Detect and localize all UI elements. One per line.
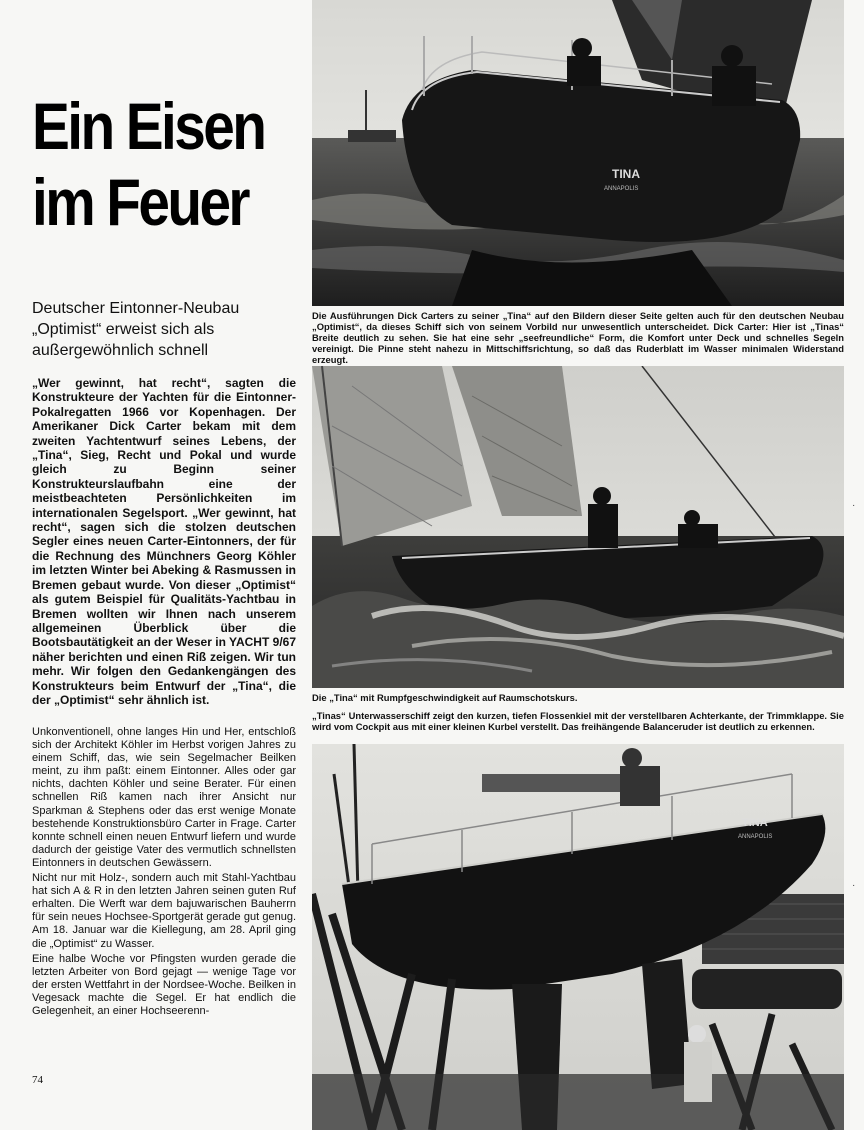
page-number: 74 [32, 1074, 43, 1086]
photo-caption: Die „Tina“ mit Rumpfgeschwindigkeit auf Raumschotskurs. [312, 692, 578, 703]
hull-name: TINA [742, 817, 768, 829]
title-line-2: im Feuer [32, 165, 248, 239]
photo-caption: Die Ausführungen Dick Carters zu seiner „Tina“ auf den Bildern dieser Seite gelten auch für den deutschen Neubau „Optimist“, da dieses Schiff sich von seinem Vorbild nur unwesentlich unterscheidet. Dick Carter: Hier ist „Tinas“ Breite deutlich zu sehen. Sie hat eine sehr „seefreundliche“ Form, die Komfort unter Deck und schnelles Segeln vereinigt. Die Pinne steht nahezu in Mittschiffsrichtung, so daß das Ruderblatt im Wasser minimalen Widerstand erzeugt. [312, 310, 844, 365]
photo-yacht-sailing [312, 366, 844, 688]
hull-port: ANNAPOLIS [738, 834, 773, 840]
article-subtitle: Deutscher Eintonner-Neubau „Optimist“ erweist sich als außergewöhnlich schnell [32, 300, 240, 359]
article-body [32, 726, 296, 1020]
article-title [32, 88, 264, 240]
body-paragraph: Nicht nur mit Holz-, sondern auch mit Stahl-Yachtbau hat sich A & R in den letzten Jahren seinen guten Ruf erhalten. Die Werft war dem bajuwarischen Bauherrn für sein neues Hochsee-Sportgerät gerade gut genug. Am 18. Januar war die Kiellegung, am 28. April ging die „Optimist“ zu Wasser. [32, 872, 296, 950]
title-line-1: Ein Eisen [32, 89, 265, 163]
article-lead: „Wer gewinnt, hat recht“, sagten die Konstrukteure der Yachten für die Eintonner-Pokalregatten 1966 vor Kopenhagen. Der Amerikaner Dick Carter bekam mit dem zweiten Yachtentwurf seines Lebens, der „Tina“, Sieg, Recht und Pokal und wurde gleich zu Beginn seiner Konstrukteurslaufbahn eine der meistbeachteten Persönlichkeiten im internationalen Segelsport. „Wer gewinnt, hat recht“, sagen sich die stolzen deutschen Segler eines neuen Carter-Eintonners, der für die Rechnung des Münchners Georg Köhler im letzten Winter bei Abeking & Rasmussen in Bremen gebaut wurde. Von dieser „Optimist“ als gutem Beispiel für Qualitäts-Yachtbau in Bremen wollten wir Ihnen nach unserem allgemeinen Überblick über die Bootsbautätigkeit an der Weser in YACHT 9/67 näher berichten und einen Riß zeigen. Wir tun mehr. Wir folgen den Gedankengängen des Konstrukteurs beim Entwurf der „Tina“, die der „Optimist“ sehr ähnlich ist. [32, 376, 296, 707]
photo-yacht-stern [312, 0, 844, 306]
body-paragraph: Eine halbe Woche vor Pfingsten wurden gerade die letzten Arbeiter von Bord gejagt — wenige Tage vor der ersten Wettfahrt in der Nordsee-Woche. Beilken in Vegesack machte die Segel. Er hat endlich die Gelegenheit, an einer Hochseerenn- [32, 952, 296, 1017]
hull-port: ANNAPOLIS [604, 186, 639, 192]
body-paragraph: Unkonventionell, ohne langes Hin und Her, entschloß sich der Architekt Köhler im Herbst vorigen Jahres zu einem Schiff, das, wie sein Segelmacher Beilken meint, zu ihm paßt: einem Eintonner. Alles oder gar nichts, dachten Köhler und seine Berater. Für einen schnellen Riß kamen nach ihrer Ansicht nur Sparkman & Stephens oder das erst wenige Monate bestehende Konstruktionsbüro Carter in Frage. Carter konnte schnell einen neuen Entwurf liefern und wurde dadurch der geistige Vater des vermutlich schnellsten Eintonners in deutschen Gewässern. [32, 726, 296, 869]
photo-caption: „Tinas“ Unterwasserschiff zeigt den kurzen, tiefen Flossenkiel mit der verstellbaren Achterkante, der Trimmklappe. Sie wird vom Cockpit aus mit einer kleinen Kurbel verstellt. Das freihängende Balanceruder ist deutlich zu erkennen. [312, 710, 844, 732]
margin-mark: · [852, 500, 856, 511]
margin-mark: · [852, 880, 856, 891]
hull-name: TINA [612, 167, 640, 181]
photo-yacht-hull-yard [312, 744, 844, 1130]
